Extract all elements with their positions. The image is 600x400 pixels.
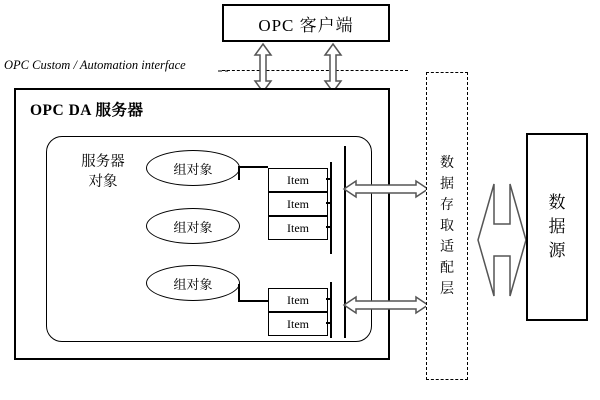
item-box-3 <box>268 216 328 240</box>
opc-client-label: OPC 客户端 <box>258 15 354 35</box>
items-bracket-upper <box>330 162 332 254</box>
arrow-client-to-server-left <box>252 44 274 92</box>
items-bracket-lower <box>330 282 332 338</box>
interface-line-segment <box>218 70 228 72</box>
group-object-3 <box>146 265 240 301</box>
data-access-adapter-layer-label: 数据存取适配层 <box>440 155 454 297</box>
connector-group1-drop <box>238 166 240 180</box>
opc-client-box <box>222 4 390 42</box>
item-box-1 <box>268 168 328 192</box>
tick-item5 <box>326 322 332 324</box>
server-object-label <box>62 152 144 192</box>
opc-da-server-title: OPC DA 服务器 <box>30 102 144 119</box>
tick-item2 <box>326 202 332 204</box>
arrow-adapter-to-datasource <box>478 184 526 296</box>
group-object-2-label: 组对象 <box>173 219 213 235</box>
group-object-1-label: 组对象 <box>173 161 213 177</box>
connector-group3-items <box>238 300 268 302</box>
interface-label: OPC Custom / Automation interface <box>4 58 186 72</box>
connector-group3-drop <box>238 284 240 300</box>
group-object-3-label: 组对象 <box>173 276 213 292</box>
interface-dashed-line <box>222 70 408 71</box>
item-label-5: Item <box>287 316 309 331</box>
item-box-5 <box>268 312 328 336</box>
arrow-server-to-adapter-lower <box>344 294 428 316</box>
item-box-4 <box>268 288 328 312</box>
tick-item1 <box>326 178 332 180</box>
item-box-2 <box>268 192 328 216</box>
data-access-adapter-layer-box <box>426 72 468 380</box>
arrow-client-to-server-right <box>322 44 344 92</box>
tick-item3 <box>326 226 332 228</box>
connector-group1-items <box>238 166 268 168</box>
group-object-1 <box>146 150 240 186</box>
server-object-label-line2: 对象 <box>88 174 118 190</box>
server-object-label-line1: 服务器 <box>81 154 125 170</box>
item-label-1: Item <box>287 172 309 187</box>
item-label-4: Item <box>287 292 309 307</box>
item-label-2: Item <box>287 196 309 211</box>
group-object-2 <box>146 208 240 244</box>
data-source-box <box>526 133 588 321</box>
data-source-label: 数据源 <box>548 193 566 260</box>
item-label-3: Item <box>287 220 309 235</box>
arrow-server-to-adapter-upper <box>344 178 428 200</box>
tick-item4 <box>326 298 332 300</box>
